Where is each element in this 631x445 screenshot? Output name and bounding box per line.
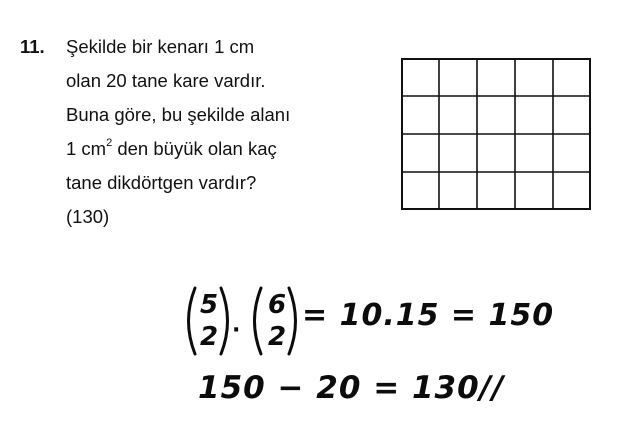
left-paren bbox=[246, 286, 264, 356]
line-4-superscript: 2 bbox=[106, 136, 113, 149]
problem-line-5: tane dikdörtgen vardır? bbox=[66, 172, 257, 193]
problem-line-2: olan 20 tane kare vardır. bbox=[66, 70, 266, 91]
problem-line-1: Şekilde bir kenarı 1 cm bbox=[66, 36, 255, 57]
line-4-suffix: den büyük olan kaç bbox=[112, 138, 277, 159]
binom2-top: 6 bbox=[268, 290, 287, 320]
problem-number: 11. bbox=[20, 36, 45, 57]
binomial-6-choose-2 bbox=[246, 286, 306, 356]
problem-answer: (130) bbox=[66, 206, 110, 227]
problem-text bbox=[66, 30, 386, 234]
binom1-top: 5 bbox=[200, 290, 219, 320]
binom2-bottom: 2 bbox=[268, 322, 287, 352]
grid-lines bbox=[402, 59, 590, 209]
left-paren bbox=[180, 286, 198, 356]
problem-line-3: Buna göre, bu şekilde alanı bbox=[66, 104, 291, 125]
line-4-prefix: 1 cm bbox=[66, 138, 107, 159]
multiplication-dot: · bbox=[232, 318, 241, 343]
binom1-bottom: 2 bbox=[200, 322, 219, 352]
solution-equation-2: 150 − 20 = 130// bbox=[198, 370, 505, 406]
solution-equation-1: = 10.15 = 150 bbox=[302, 298, 555, 333]
binomial-5-choose-2 bbox=[180, 286, 240, 356]
problem-line-4 bbox=[66, 132, 386, 166]
square-grid-figure bbox=[401, 58, 591, 210]
